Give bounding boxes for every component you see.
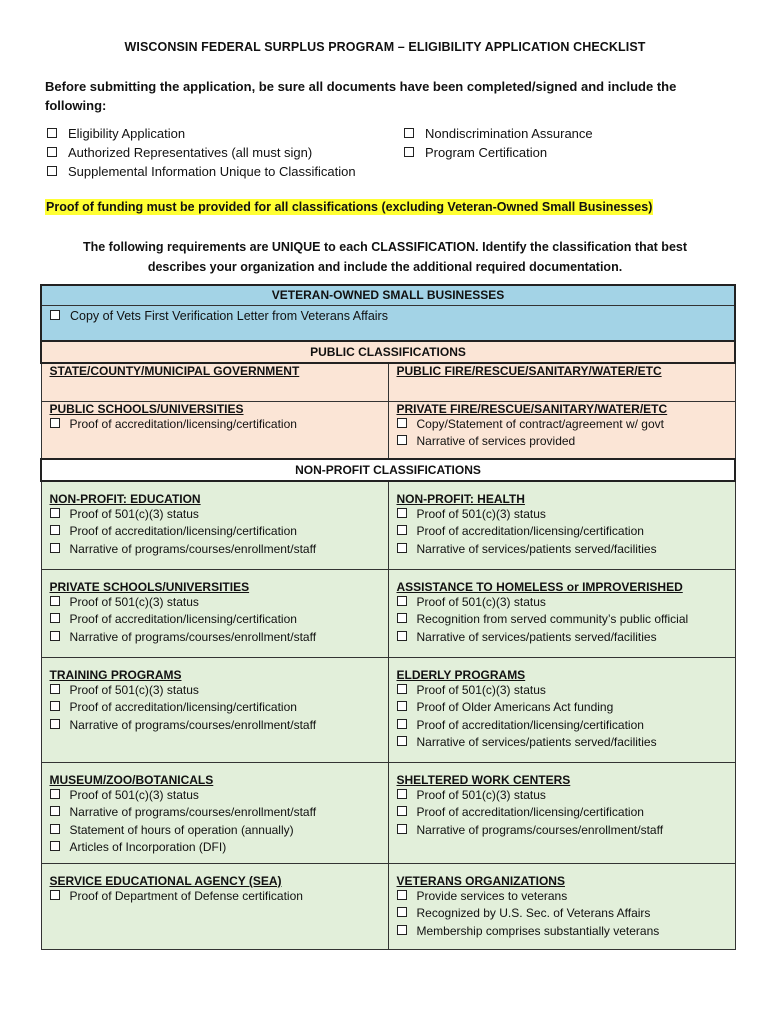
classification-cell [388,363,735,402]
checkbox-icon[interactable] [50,719,60,729]
checkbox-icon[interactable] [50,684,60,694]
checklist-item[interactable]: Statement of hours of operation (annually) [50,822,380,839]
funding-note: Proof of funding must be provided for all classifications (excluding Veteran-Owned Small Businesses) [46,200,653,214]
nonprofit-section-header: NON-PROFIT CLASSIFICATIONS [41,459,735,481]
classification-cell [388,864,735,950]
classification-cell [388,763,735,864]
checklist-item[interactable]: Proof of accreditation/licensing/certification [50,699,380,716]
checkbox-icon[interactable] [397,613,407,623]
classification-cell [388,481,735,570]
checkbox-icon[interactable] [47,166,57,176]
checkbox-icon[interactable] [47,147,57,157]
checkbox-icon[interactable] [397,789,407,799]
classification-cell [41,658,388,763]
checkbox-icon[interactable] [50,596,60,606]
checklist-item[interactable]: Narrative of programs/courses/enrollment/staff [50,541,380,558]
classification-title: NON-PROFIT: HEALTH [396,492,525,506]
documents-right-column [402,124,593,162]
classification-cell [41,763,388,864]
checkbox-icon[interactable] [397,736,407,746]
checkbox-icon[interactable] [50,824,60,834]
classification-title: PUBLIC FIRE/RESCUE/SANITARY/WATER/ETC [396,364,662,378]
classification-title: SERVICE EDUCATIONAL AGENCY (SEA) [49,874,282,888]
checklist-item[interactable]: Proof of accreditation/licensing/certification [397,804,727,821]
checklist-item[interactable]: Proof of 501(c)(3) status [397,506,727,523]
checkbox-icon[interactable] [50,841,60,851]
checkbox-icon[interactable] [397,596,407,606]
checklist-item[interactable]: Proof of 501(c)(3) status [50,594,380,611]
checklist-item[interactable]: Proof of 501(c)(3) status [50,506,380,523]
checklist-item[interactable]: Narrative of services/patients served/facilities [397,734,727,751]
checklist-item[interactable]: Proof of accreditation/licensing/certification [397,523,727,540]
checkbox-icon[interactable] [50,890,60,900]
checkbox-icon[interactable] [397,824,407,834]
documents-left-column [45,124,356,181]
checkbox-icon[interactable] [397,631,407,641]
checklist-item[interactable]: Articles of Incorporation (DFI) [50,839,380,856]
classification-title: TRAINING PROGRAMS [49,668,182,682]
checkbox-icon[interactable] [50,418,60,428]
checklist-item[interactable]: Membership comprises substantially veterans [397,923,727,940]
classification-title: NON-PROFIT: EDUCATION [49,492,201,506]
document-item[interactable]: Supplemental Information Unique to Classification [45,162,356,181]
checklist-item[interactable]: Proof of accreditation/licensing/certification [50,611,380,628]
checkbox-icon[interactable] [397,543,407,553]
checkbox-icon[interactable] [397,435,407,445]
checklist-item[interactable]: Copy/Statement of contract/agreement w/ govt [397,416,727,433]
checklist-item[interactable]: Provide services to veterans [397,888,727,905]
page-title: WISCONSIN FEDERAL SURPLUS PROGRAM – ELIGIBILITY APPLICATION CHECKLIST [124,40,646,54]
checkbox-icon[interactable] [50,789,60,799]
classification-cell [41,864,388,950]
checklist-item[interactable]: Narrative of programs/courses/enrollment/staff [50,804,380,821]
document-item[interactable]: Authorized Representatives (all must sign) [45,143,356,162]
checkbox-icon[interactable] [50,631,60,641]
checklist-item[interactable]: Narrative of services provided [397,433,727,450]
checklist-item[interactable]: Recognized by U.S. Sec. of Veterans Affairs [397,905,727,922]
checklist-item[interactable]: Narrative of programs/courses/enrollment/staff [50,629,380,646]
checklist-item[interactable]: Narrative of services/patients served/facilities [397,541,727,558]
checklist-item[interactable]: Proof of Older Americans Act funding [397,699,727,716]
checkbox-icon[interactable] [397,701,407,711]
checkbox-icon[interactable] [397,525,407,535]
checkbox-icon[interactable] [50,701,60,711]
classification-title: SHELTERED WORK CENTERS [396,773,571,787]
checklist-item[interactable]: Recognition from served community’s public official [397,611,727,628]
checklist-item[interactable]: Proof of accreditation/licensing/certification [397,717,727,734]
checkbox-icon[interactable] [397,719,407,729]
document-item[interactable]: Program Certification [402,143,593,162]
classification-title: STATE/COUNTY/MUNICIPAL GOVERNMENT [49,364,300,378]
checklist-item[interactable]: Proof of Department of Defense certification [50,888,380,905]
veteran-section-items [41,306,735,342]
checkbox-icon[interactable] [47,128,57,138]
checklist-item[interactable]: Proof of 501(c)(3) status [50,787,380,804]
checkbox-icon[interactable] [50,806,60,816]
public-section-header: PUBLIC CLASSIFICATIONS [41,341,735,363]
classification-cell [41,570,388,658]
checkbox-icon[interactable] [397,806,407,816]
checkbox-icon[interactable] [397,890,407,900]
classification-title: PRIVATE FIRE/RESCUE/SANITARY/WATER/ETC [396,402,668,416]
checklist-item[interactable]: Proof of accreditation/licensing/certification [50,416,380,433]
checkbox-icon[interactable] [404,147,414,157]
classification-cell [388,570,735,658]
checkbox-icon[interactable] [50,508,60,518]
checkbox-icon[interactable] [397,907,407,917]
checkbox-icon[interactable] [50,310,60,320]
checkbox-icon[interactable] [397,925,407,935]
checkbox-icon[interactable] [50,525,60,535]
checklist-item[interactable]: Narrative of programs/courses/enrollment/staff [50,717,380,734]
classification-cell [388,402,735,460]
classification-cell [41,402,388,460]
checklist-item[interactable]: Proof of 501(c)(3) status [397,787,727,804]
checklist-item[interactable]: Proof of accreditation/licensing/certification [50,523,380,540]
unique-requirements-note: The following requirements are UNIQUE to each CLASSIFICATION. Identify the classification that best describes your organization and include the additional required documentation. [82,240,688,274]
checklist-item[interactable]: Narrative of programs/courses/enrollment/staff [397,822,727,839]
classification-cell [41,481,388,570]
checklist-item[interactable]: Copy of Vets First Verification Letter from Veterans Affairs [50,308,726,325]
checkbox-icon[interactable] [404,128,414,138]
checkbox-icon[interactable] [397,418,407,428]
checklist-item[interactable]: Proof of 501(c)(3) status [50,682,380,699]
classification-title: VETERANS ORGANIZATIONS [396,874,565,888]
document-item[interactable]: Eligibility Application [45,124,356,143]
classification-table [40,284,736,950]
checklist-item[interactable]: Proof of 501(c)(3) status [397,682,727,699]
classification-title: ELDERLY PROGRAMS [396,668,526,682]
classification-cell [41,363,388,402]
checkbox-icon[interactable] [397,684,407,694]
checklist-item[interactable]: Proof of 501(c)(3) status [397,594,727,611]
document-item[interactable]: Nondiscrimination Assurance [402,124,593,143]
classification-title: PRIVATE SCHOOLS/UNIVERSITIES [49,580,250,594]
checklist-item[interactable]: Narrative of services/patients served/facilities [397,629,727,646]
veteran-section-header: VETERAN-OWNED SMALL BUSINESSES [41,285,735,306]
classification-cell [388,658,735,763]
classification-title: MUSEUM/ZOO/BOTANICALS [49,773,214,787]
checkbox-icon[interactable] [397,508,407,518]
classification-title: PUBLIC SCHOOLS/UNIVERSITIES [49,402,244,416]
checkbox-icon[interactable] [50,543,60,553]
intro-text: Before submitting the application, be sure all documents have been completed/signed and include the following: [45,79,677,113]
classification-title: ASSISTANCE TO HOMELESS or IMPROVERISHED [396,580,683,594]
checkbox-icon[interactable] [50,613,60,623]
